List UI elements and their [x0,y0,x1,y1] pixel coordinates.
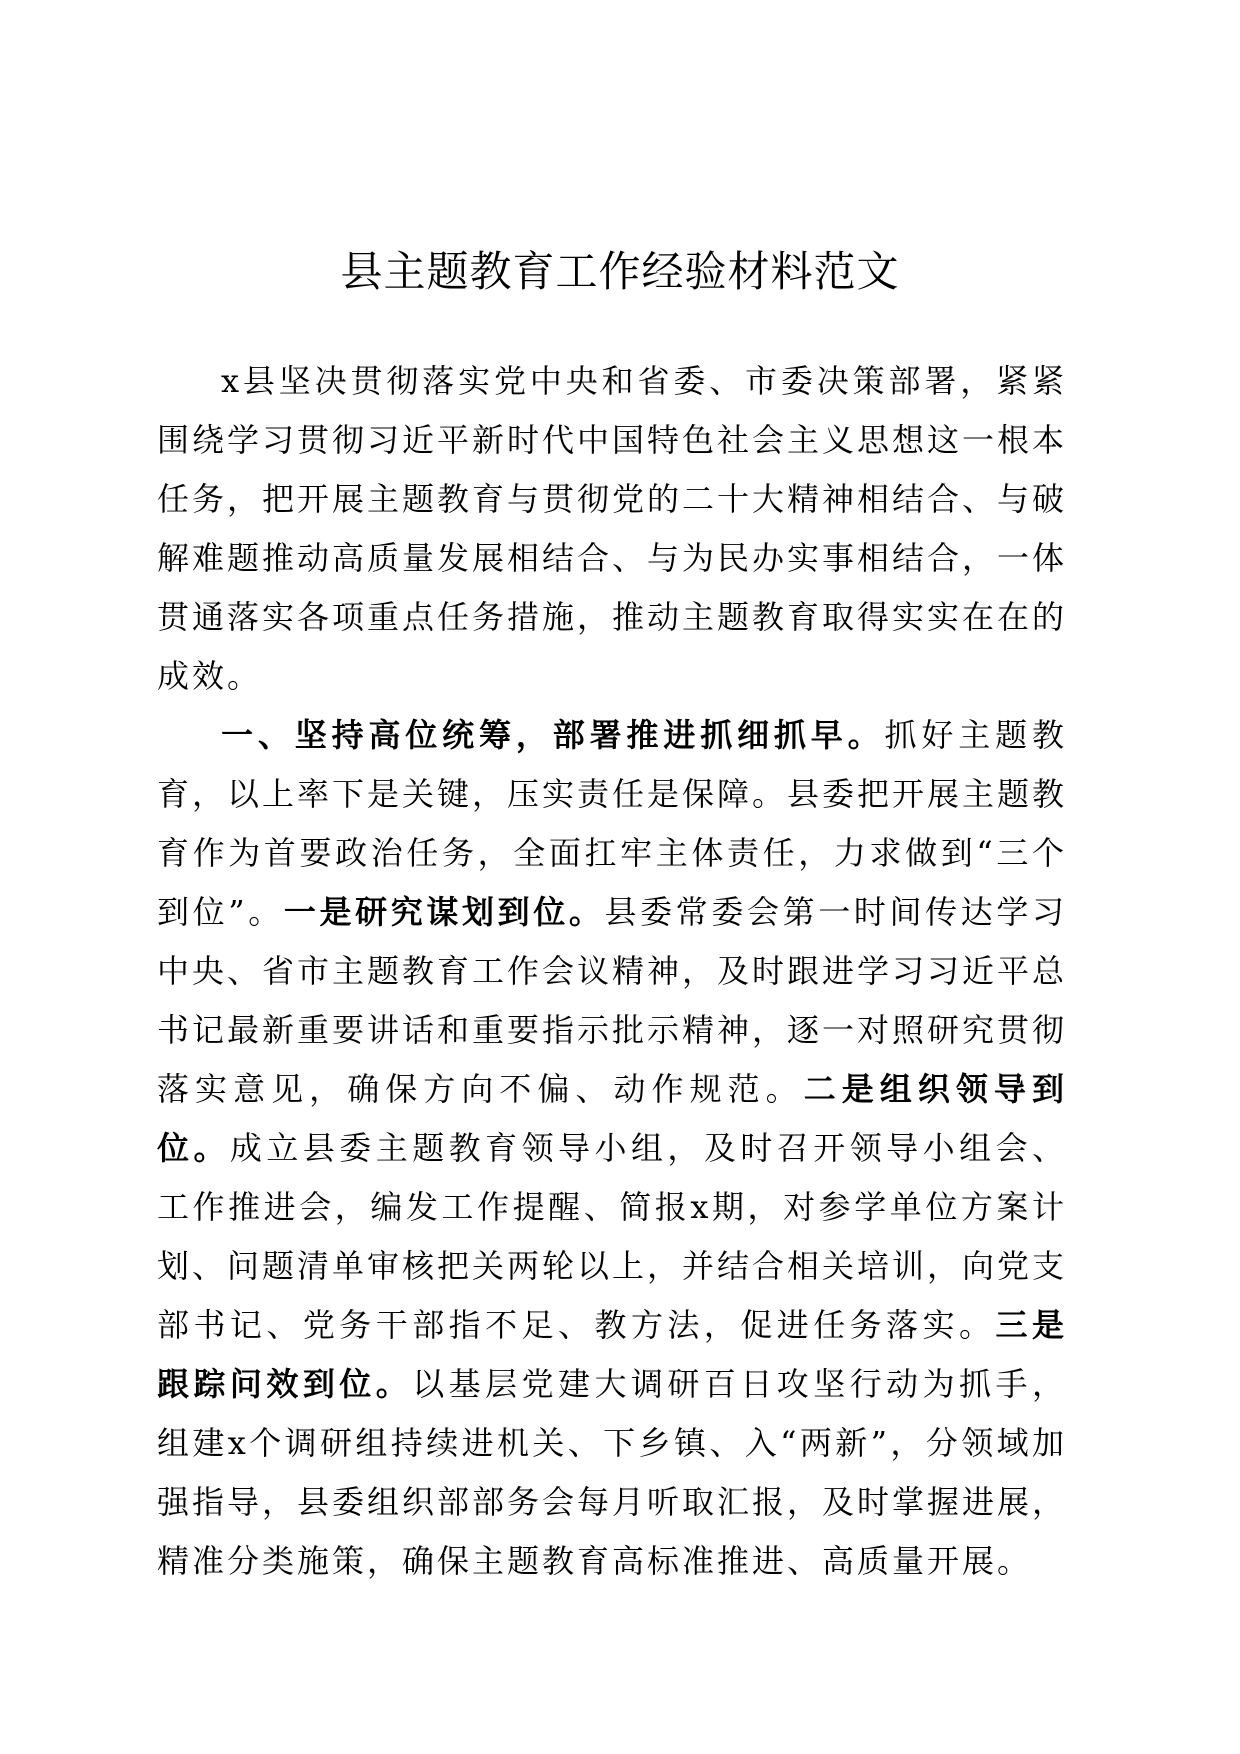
document-title: 县主题教育工作经验材料范文 [340,247,900,296]
document-body [157,352,1067,1591]
point-3-text: 以基层党建大调研百日攻坚行动为抓手，组建x个调研组持续进机关、下乡镇、入“两新”，分领域加强指导，县委组织部部务会每月听取汇报，及时掌握进展，精准分类施策，确保主题教育高标准推进、高质量开展。 [157,1365,1068,1580]
section-1-lead: 抓好主题教育，以上率下是关键，压实责任是保障。县委把开展主题教育作为首要政治任务，全面扛牢主体责任，力求做到“三个到位”。 [157,716,1068,931]
point-1-text: 县委常委会第一时间传达学习中央、省市主题教育工作会议精神，及时跟进学习习近平总书记最新重要讲话和重要指示批示精神，逐一对照研究贯彻落实意见，确保方向不偏、动作规范。 [157,893,1068,1108]
section-1-heading: 一、坚持高位统筹，部署推进抓细抓早。 [221,716,885,754]
intro-paragraph: x县坚决贯彻落实党中央和省委、市委决策部署，紧紧围绕学习贯彻习近平新时代中国特色社会主义思想这一根本任务，把开展主题教育与贯彻党的二十大精神相结合、与破解难题推动高质量发展相结合、与为民办实事相结合，一体贯通落实各项重点任务措施，推动主题教育取得实实在在的成效。 [157,362,1068,695]
point-3-label: 三是跟踪问效到位。 [157,1306,1067,1403]
point-2-label: 二是组织领导到位。 [157,1070,1067,1167]
point-1-label: 一是研究谋划到位。 [283,893,605,931]
section-1-paragraph [157,706,1067,1591]
point-2-text: 成立县委主题教育领导小组，及时召开领导小组会、工作推进会，编发工作提醒、简报x期，对参学单位方案计划、问题清单审核把关两轮以上，并结合相关培训，向党支部书记、党务干部指不足、教方法，促进任务落实。 [157,1129,1068,1344]
